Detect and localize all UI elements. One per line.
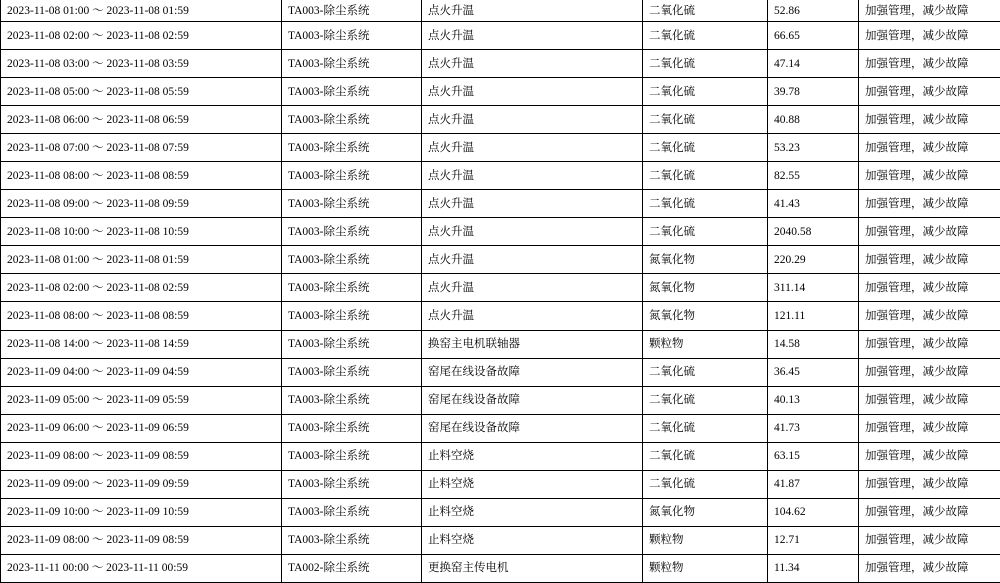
cell-value: 220.29 (768, 246, 859, 274)
cell-period: 2023-11-09 06:00 ～ 2023-11-09 06:59 (1, 414, 282, 442)
cell-cause: 点火升温 (422, 190, 643, 218)
cell-system: TA003-除尘系统 (282, 498, 422, 526)
cell-period: 2023-11-08 08:00 ～ 2023-11-08 08:59 (1, 302, 282, 330)
table-row (1, 134, 1000, 162)
table-row (1, 358, 1000, 386)
cell-measure: 加强管理，减少故障 (859, 386, 1000, 414)
cell-period: 2023-11-09 09:00 ～ 2023-11-09 09:59 (1, 470, 282, 498)
table-row (1, 22, 1000, 50)
cell-value: 14.58 (768, 330, 859, 358)
cell-pollutant: 二氧化硫 (643, 386, 768, 414)
cell-cause: 窑尾在线设备故障 (422, 358, 643, 386)
cell-measure: 加强管理，减少故障 (859, 358, 1000, 386)
cell-value: 12.71 (768, 526, 859, 554)
cell-pollutant: 二氧化硫 (643, 162, 768, 190)
cell-period: 2023-11-08 02:00 ～ 2023-11-08 02:59 (1, 274, 282, 302)
cell-value: 2040.58 (768, 218, 859, 246)
cell-system: TA003-除尘系统 (282, 274, 422, 302)
cell-measure: 加强管理，减少故障 (859, 246, 1000, 274)
cell-cause: 止料空烧 (422, 498, 643, 526)
cell-pollutant: 氮氧化物 (643, 274, 768, 302)
cell-cause: 止料空烧 (422, 442, 643, 470)
cell-system: TA003-除尘系统 (282, 0, 422, 22)
cell-cause: 更换窑主传电机 (422, 554, 643, 582)
cell-cause: 止料空烧 (422, 526, 643, 554)
table-row (1, 0, 1000, 22)
cell-value: 41.73 (768, 414, 859, 442)
table-row (1, 386, 1000, 414)
cell-cause: 止料空烧 (422, 470, 643, 498)
cell-pollutant: 二氧化硫 (643, 414, 768, 442)
cell-measure: 加强管理，减少故障 (859, 0, 1000, 22)
cell-pollutant: 氮氧化物 (643, 302, 768, 330)
cell-period: 2023-11-09 05:00 ～ 2023-11-09 05:59 (1, 386, 282, 414)
table-row (1, 470, 1000, 498)
cell-measure: 加强管理，减少故障 (859, 498, 1000, 526)
cell-period: 2023-11-08 09:00 ～ 2023-11-08 09:59 (1, 190, 282, 218)
cell-cause: 点火升温 (422, 274, 643, 302)
cell-system: TA003-除尘系统 (282, 358, 422, 386)
cell-cause: 换窑主电机联轴器 (422, 330, 643, 358)
table-row (1, 162, 1000, 190)
cell-period: 2023-11-08 01:00 ～ 2023-11-08 01:59 (1, 246, 282, 274)
cell-value: 52.86 (768, 0, 859, 22)
cell-period: 2023-11-09 08:00 ～ 2023-11-09 08:59 (1, 442, 282, 470)
cell-value: 41.43 (768, 190, 859, 218)
cell-cause: 窑尾在线设备故障 (422, 414, 643, 442)
table-row (1, 302, 1000, 330)
cell-value: 11.34 (768, 554, 859, 582)
cell-cause: 点火升温 (422, 22, 643, 50)
cell-system: TA003-除尘系统 (282, 526, 422, 554)
cell-system: TA003-除尘系统 (282, 414, 422, 442)
table-row (1, 78, 1000, 106)
cell-period: 2023-11-09 08:00 ～ 2023-11-09 08:59 (1, 526, 282, 554)
cell-cause: 窑尾在线设备故障 (422, 386, 643, 414)
cell-pollutant: 颗粒物 (643, 554, 768, 582)
cell-value: 39.78 (768, 78, 859, 106)
cell-system: TA003-除尘系统 (282, 218, 422, 246)
cell-pollutant: 二氧化硫 (643, 134, 768, 162)
cell-measure: 加强管理，减少故障 (859, 526, 1000, 554)
cell-system: TA003-除尘系统 (282, 190, 422, 218)
cell-measure: 加强管理，减少故障 (859, 218, 1000, 246)
cell-measure: 加强管理，减少故障 (859, 50, 1000, 78)
table-row (1, 442, 1000, 470)
cell-pollutant: 颗粒物 (643, 330, 768, 358)
cell-period: 2023-11-08 14:00 ～ 2023-11-08 14:59 (1, 330, 282, 358)
cell-measure: 加强管理，减少故障 (859, 302, 1000, 330)
cell-cause: 点火升温 (422, 134, 643, 162)
cell-measure: 加强管理，减少故障 (859, 134, 1000, 162)
cell-value: 36.45 (768, 358, 859, 386)
cell-measure: 加强管理，减少故障 (859, 78, 1000, 106)
cell-period: 2023-11-08 06:00 ～ 2023-11-08 06:59 (1, 106, 282, 134)
cell-cause: 点火升温 (422, 246, 643, 274)
cell-period: 2023-11-09 10:00 ～ 2023-11-09 10:59 (1, 498, 282, 526)
cell-system: TA003-除尘系统 (282, 22, 422, 50)
cell-system: TA003-除尘系统 (282, 246, 422, 274)
cell-measure: 加强管理，减少故障 (859, 330, 1000, 358)
cell-system: TA003-除尘系统 (282, 134, 422, 162)
cell-value: 40.88 (768, 106, 859, 134)
cell-measure: 加强管理，减少故障 (859, 470, 1000, 498)
cell-value: 104.62 (768, 498, 859, 526)
cell-period: 2023-11-11 00:00 ～ 2023-11-11 00:59 (1, 554, 282, 582)
cell-period: 2023-11-08 05:00 ～ 2023-11-08 05:59 (1, 78, 282, 106)
table-row (1, 330, 1000, 358)
cell-value: 41.87 (768, 470, 859, 498)
cell-value: 82.55 (768, 162, 859, 190)
cell-value: 63.15 (768, 442, 859, 470)
cell-period: 2023-11-09 04:00 ～ 2023-11-09 04:59 (1, 358, 282, 386)
table-row (1, 50, 1000, 78)
cell-system: TA003-除尘系统 (282, 78, 422, 106)
cell-pollutant: 二氧化硫 (643, 106, 768, 134)
cell-value: 40.13 (768, 386, 859, 414)
cell-pollutant: 二氧化硫 (643, 442, 768, 470)
cell-system: TA003-除尘系统 (282, 386, 422, 414)
table-row (1, 274, 1000, 302)
cell-cause: 点火升温 (422, 50, 643, 78)
cell-period: 2023-11-08 08:00 ～ 2023-11-08 08:59 (1, 162, 282, 190)
table-row (1, 414, 1000, 442)
cell-period: 2023-11-08 10:00 ～ 2023-11-08 10:59 (1, 218, 282, 246)
cell-value: 311.14 (768, 274, 859, 302)
cell-pollutant: 氮氧化物 (643, 498, 768, 526)
table-row (1, 554, 1000, 582)
table-row (1, 218, 1000, 246)
cell-pollutant: 氮氧化物 (643, 246, 768, 274)
table-row (1, 106, 1000, 134)
cell-period: 2023-11-08 07:00 ～ 2023-11-08 07:59 (1, 134, 282, 162)
cell-cause: 点火升温 (422, 162, 643, 190)
cell-cause: 点火升温 (422, 0, 643, 22)
cell-pollutant: 二氧化硫 (643, 50, 768, 78)
table-row (1, 190, 1000, 218)
cell-measure: 加强管理，减少故障 (859, 190, 1000, 218)
cell-system: TA003-除尘系统 (282, 470, 422, 498)
cell-system: TA002-除尘系统 (282, 554, 422, 582)
cell-pollutant: 二氧化硫 (643, 0, 768, 22)
cell-system: TA003-除尘系统 (282, 302, 422, 330)
cell-cause: 点火升温 (422, 78, 643, 106)
cell-pollutant: 颗粒物 (643, 526, 768, 554)
cell-pollutant: 二氧化硫 (643, 470, 768, 498)
cell-period: 2023-11-08 01:00 ～ 2023-11-08 01:59 (1, 0, 282, 22)
cell-value: 47.14 (768, 50, 859, 78)
cell-value: 53.23 (768, 134, 859, 162)
cell-measure: 加强管理，减少故障 (859, 162, 1000, 190)
table-row (1, 498, 1000, 526)
cell-value: 66.65 (768, 22, 859, 50)
cell-cause: 点火升温 (422, 106, 643, 134)
cell-value: 121.11 (768, 302, 859, 330)
table-row (1, 526, 1000, 554)
cell-measure: 加强管理，减少故障 (859, 554, 1000, 582)
cell-cause: 点火升温 (422, 218, 643, 246)
cell-measure: 加强管理，减少故障 (859, 442, 1000, 470)
cell-pollutant: 二氧化硫 (643, 22, 768, 50)
table-row (1, 246, 1000, 274)
cell-period: 2023-11-08 03:00 ～ 2023-11-08 03:59 (1, 50, 282, 78)
cell-measure: 加强管理，减少故障 (859, 106, 1000, 134)
cell-system: TA003-除尘系统 (282, 50, 422, 78)
cell-pollutant: 二氧化硫 (643, 218, 768, 246)
cell-measure: 加强管理，减少故障 (859, 414, 1000, 442)
cell-system: TA003-除尘系统 (282, 330, 422, 358)
cell-pollutant: 二氧化硫 (643, 358, 768, 386)
cell-period: 2023-11-08 02:00 ～ 2023-11-08 02:59 (1, 22, 282, 50)
cell-system: TA003-除尘系统 (282, 106, 422, 134)
cell-cause: 点火升温 (422, 302, 643, 330)
cell-system: TA003-除尘系统 (282, 162, 422, 190)
cell-pollutant: 二氧化硫 (643, 190, 768, 218)
cell-system: TA003-除尘系统 (282, 442, 422, 470)
cell-pollutant: 二氧化硫 (643, 78, 768, 106)
cell-measure: 加强管理，减少故障 (859, 274, 1000, 302)
cell-measure: 加强管理，减少故障 (859, 22, 1000, 50)
